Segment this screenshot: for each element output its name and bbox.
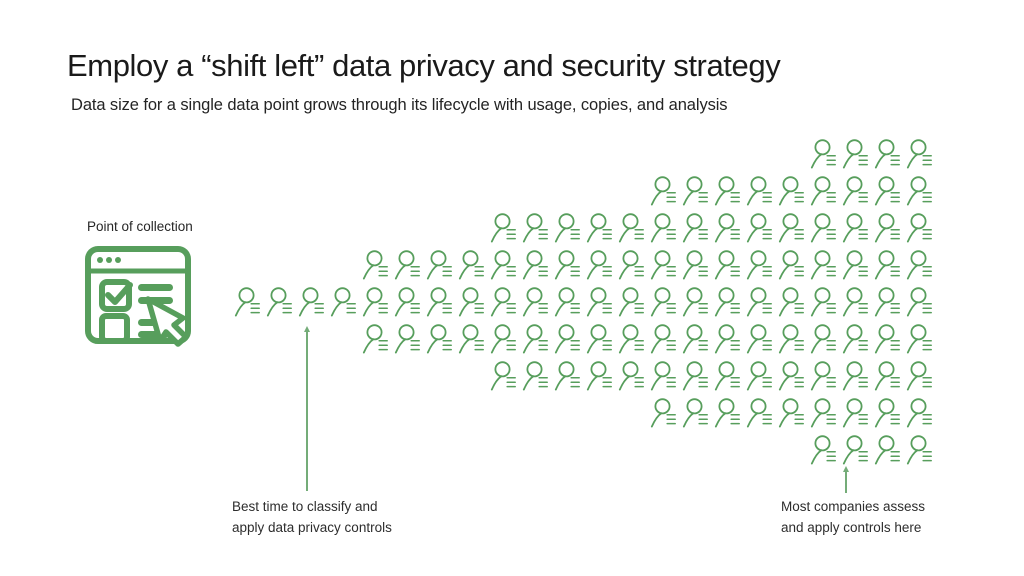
person-record-icon	[906, 213, 932, 243]
person-record-row	[192, 398, 932, 428]
person-record-icon	[810, 213, 836, 243]
person-record-icon	[650, 287, 676, 317]
person-record-icon	[714, 176, 740, 206]
person-record-icon	[842, 324, 868, 354]
person-record-icon	[778, 324, 804, 354]
person-record-icon	[842, 361, 868, 391]
person-record-icon	[746, 287, 772, 317]
person-record-icon	[842, 287, 868, 317]
person-record-icon	[778, 176, 804, 206]
person-record-icon	[650, 361, 676, 391]
person-record-icon	[714, 287, 740, 317]
person-record-icon	[842, 176, 868, 206]
browser-form-cursor-icon	[84, 245, 206, 360]
person-record-icon	[714, 324, 740, 354]
person-record-icon	[906, 361, 932, 391]
person-record-icon	[906, 324, 932, 354]
person-record-icon	[874, 435, 900, 465]
person-record-icon	[458, 250, 484, 280]
person-record-icon	[810, 435, 836, 465]
person-record-row	[192, 287, 932, 317]
person-record-icon	[234, 287, 260, 317]
person-record-icon	[554, 361, 580, 391]
person-record-icon	[842, 250, 868, 280]
person-record-icon	[810, 398, 836, 428]
person-record-grid	[192, 139, 932, 472]
person-record-icon	[618, 250, 644, 280]
person-record-icon	[554, 213, 580, 243]
person-record-icon	[522, 361, 548, 391]
best-time-callout	[232, 496, 392, 538]
person-record-icon	[778, 213, 804, 243]
person-record-icon	[458, 287, 484, 317]
person-record-icon	[842, 398, 868, 428]
person-record-icon	[746, 213, 772, 243]
person-record-icon	[714, 361, 740, 391]
person-record-row	[192, 213, 932, 243]
person-record-icon	[362, 250, 388, 280]
person-record-icon	[874, 176, 900, 206]
person-record-icon	[874, 250, 900, 280]
person-record-icon	[906, 435, 932, 465]
person-record-icon	[778, 250, 804, 280]
person-record-icon	[746, 250, 772, 280]
person-record-icon	[682, 250, 708, 280]
person-record-icon	[426, 250, 452, 280]
person-record-icon	[586, 287, 612, 317]
person-record-row	[192, 361, 932, 391]
person-record-icon	[874, 324, 900, 354]
person-record-icon	[554, 324, 580, 354]
person-record-icon	[778, 361, 804, 391]
person-record-icon	[906, 250, 932, 280]
person-record-icon	[426, 324, 452, 354]
most-companies-arrow-line	[845, 471, 847, 493]
person-record-icon	[810, 139, 836, 169]
person-record-icon	[778, 398, 804, 428]
person-record-row	[192, 176, 932, 206]
person-record-icon	[714, 398, 740, 428]
person-record-icon	[906, 139, 932, 169]
person-record-row	[192, 139, 932, 169]
person-record-icon	[394, 287, 420, 317]
person-record-icon	[490, 324, 516, 354]
person-record-icon	[490, 361, 516, 391]
person-record-icon	[874, 361, 900, 391]
person-record-icon	[874, 287, 900, 317]
person-record-icon	[650, 213, 676, 243]
person-record-icon	[490, 213, 516, 243]
person-record-icon	[906, 176, 932, 206]
person-record-icon	[458, 324, 484, 354]
person-record-icon	[874, 139, 900, 169]
person-record-icon	[778, 287, 804, 317]
person-record-icon	[874, 398, 900, 428]
person-record-icon	[618, 287, 644, 317]
person-record-icon	[618, 213, 644, 243]
best-time-arrow-line	[306, 331, 308, 491]
person-record-icon	[522, 324, 548, 354]
person-record-icon	[554, 287, 580, 317]
page-title: Employ a “shift left” data privacy and security strategy	[67, 48, 781, 83]
person-record-row	[192, 435, 932, 465]
person-record-icon	[682, 361, 708, 391]
most-companies-callout-line1: Most companies assess	[781, 499, 926, 514]
person-record-icon	[362, 324, 388, 354]
best-time-callout-line2: apply data privacy controls	[232, 520, 392, 535]
person-record-icon	[810, 324, 836, 354]
person-record-icon	[810, 287, 836, 317]
person-record-icon	[650, 250, 676, 280]
person-record-icon	[714, 250, 740, 280]
person-record-icon	[842, 139, 868, 169]
person-record-icon	[586, 361, 612, 391]
person-record-icon	[650, 176, 676, 206]
person-record-icon	[810, 361, 836, 391]
person-record-icon	[394, 324, 420, 354]
person-record-icon	[810, 176, 836, 206]
person-record-icon	[842, 213, 868, 243]
person-record-icon	[682, 176, 708, 206]
person-record-icon	[810, 250, 836, 280]
person-record-icon	[298, 287, 324, 317]
person-record-icon	[682, 398, 708, 428]
page-subtitle: Data size for a single data point grows through its lifecycle with usage, copies, and analysis	[71, 96, 728, 114]
best-time-callout-line1: Best time to classify and	[232, 499, 378, 514]
person-record-icon	[586, 250, 612, 280]
person-record-icon	[746, 361, 772, 391]
person-record-icon	[362, 287, 388, 317]
person-record-icon	[330, 287, 356, 317]
person-record-icon	[650, 398, 676, 428]
person-record-icon	[906, 398, 932, 428]
person-record-icon	[650, 324, 676, 354]
person-record-icon	[906, 287, 932, 317]
person-record-icon	[746, 398, 772, 428]
person-record-icon	[266, 287, 292, 317]
person-record-icon	[714, 213, 740, 243]
person-record-icon	[842, 435, 868, 465]
person-record-icon	[618, 324, 644, 354]
person-record-icon	[586, 324, 612, 354]
person-record-icon	[682, 213, 708, 243]
person-record-icon	[426, 287, 452, 317]
person-record-icon	[586, 213, 612, 243]
person-record-icon	[522, 213, 548, 243]
person-record-icon	[746, 176, 772, 206]
person-record-icon	[554, 250, 580, 280]
person-record-icon	[874, 213, 900, 243]
person-record-row	[192, 250, 932, 280]
point-of-collection-label: Point of collection	[87, 219, 193, 234]
person-record-icon	[490, 287, 516, 317]
person-record-icon	[394, 250, 420, 280]
person-record-icon	[746, 324, 772, 354]
person-record-icon	[522, 287, 548, 317]
person-record-icon	[618, 361, 644, 391]
person-record-icon	[682, 287, 708, 317]
person-record-icon	[522, 250, 548, 280]
most-companies-callout	[781, 496, 925, 538]
person-record-icon	[682, 324, 708, 354]
person-record-icon	[490, 250, 516, 280]
most-companies-callout-line2: and apply controls here	[781, 520, 922, 535]
